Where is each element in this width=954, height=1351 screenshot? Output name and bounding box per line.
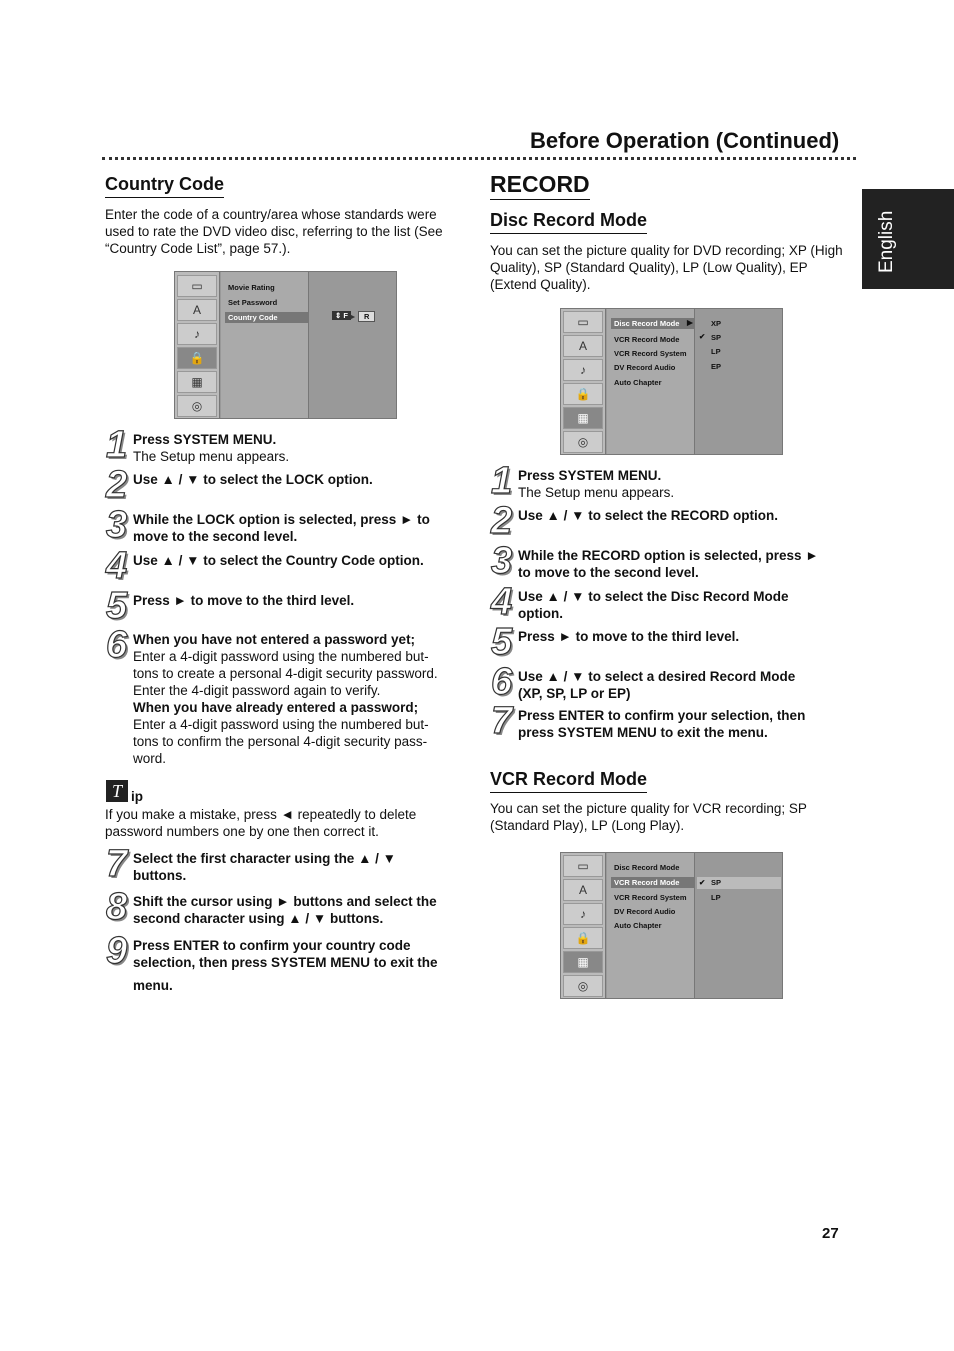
menu-item-country-code: Country Code [225, 312, 309, 323]
right-step-5: 5 Press ► to move to the third level. [491, 621, 740, 663]
left-step-2: 2 Use ▲ / ▼ to select the LOCK option. [106, 464, 373, 506]
lock-icon: 🔒 [563, 927, 603, 949]
option-sp: SP [711, 333, 722, 342]
vcr-record-menu [560, 852, 783, 999]
country-code-first-char: ⇕ F [332, 311, 351, 320]
option-lp: LP [711, 893, 721, 902]
menu-item-disc-record-mode: Disc Record Mode [614, 863, 680, 872]
menu-item-vcr-record-system: VCR Record System [614, 893, 687, 902]
menu-item-auto-chapter: Auto Chapter [614, 378, 662, 387]
tip-icon: T [106, 780, 128, 802]
menu-item-set-password: Set Password [228, 298, 278, 307]
language-side-tab [862, 189, 954, 289]
disc-icon: ◎ [563, 431, 603, 453]
menu-item-auto-chapter: Auto Chapter [614, 921, 662, 930]
menu-second-level [221, 272, 309, 418]
option-sp: SP [711, 878, 722, 887]
left-step-4: 4 Use ▲ / ▼ to select the Country Code option. [106, 545, 424, 587]
right-step-7: 7 Press ENTER to confirm your selection, then press SYSTEM MENU to exit the menu. [491, 700, 806, 742]
disc-record-mode-heading: Disc Record Mode [490, 210, 647, 234]
left-step-5: 5 Press ► to move to the third level. [106, 585, 355, 627]
tip-label: ip [131, 789, 143, 804]
vcr-record-mode-intro: You can set the picture quality for VCR recording; SP (Standard Play), LP (Long Play). [490, 801, 807, 833]
vcr-record-mode-heading: VCR Record Mode [490, 769, 647, 793]
page-number: 27 [822, 1225, 839, 1242]
arrow-right-icon: ▸ [351, 312, 355, 321]
lock-icon: 🔒 [563, 383, 603, 405]
language-icon: A [563, 879, 603, 901]
disc-icon: ◎ [563, 975, 603, 997]
selected-option-highlight [697, 877, 781, 889]
menu-item-vcr-record-mode: VCR Record Mode [611, 877, 695, 888]
tv-icon: ▭ [563, 311, 603, 333]
arrow-right-icon: ▶ [687, 318, 693, 327]
audio-icon: ♪ [177, 323, 217, 345]
left-step-3: 3 While the LOCK option is selected, press ► to move to the second level. [106, 504, 430, 546]
side-tab-label: English [876, 210, 897, 273]
option-xp: XP [711, 319, 722, 328]
right-step-6: 6 Use ▲ / ▼ to select a desired Record Mode (XP, SP, LP or EP) [491, 661, 796, 703]
tv-icon: ▭ [177, 275, 217, 297]
country-code-intro: Enter the code of a country/area whose standards were used to rate the DVD video disc, referring to the list (See “Country Code List”, page 57.). [105, 207, 443, 256]
country-code-second-char: R [358, 311, 375, 322]
menu-item-vcr-record-mode: VCR Record Mode [614, 335, 680, 344]
record-icon: ▦ [563, 951, 603, 973]
menu-item-dv-record-audio: DV Record Audio [614, 363, 676, 372]
left-step-7: 7 Select the first character using the ▲ / ▼ buttons. [106, 843, 397, 885]
menu-icon-column [175, 272, 220, 418]
menu-item-disc-record-mode: Disc Record Mode [611, 318, 695, 329]
disc-record-mode-intro: You can set the picture quality for DVD recording; XP (High Quality), SP (Standard Quality), LP (Low Quality), EP (Extend Quality). [490, 243, 843, 292]
audio-icon: ♪ [563, 359, 603, 381]
check-icon: ✔ [699, 878, 706, 887]
audio-icon: ♪ [563, 903, 603, 925]
left-step-9: 9 Press ENTER to confirm your country code selection, then press SYSTEM MENU to exit the menu. [106, 930, 438, 993]
menu-item-vcr-record-system: VCR Record System [614, 349, 687, 358]
lock-icon: 🔒 [177, 347, 217, 369]
disc-icon: ◎ [177, 395, 217, 417]
right-step-2: 2 Use ▲ / ▼ to select the RECORD option. [491, 500, 779, 542]
option-ep: EP [711, 362, 722, 371]
lock-setup-menu [174, 271, 397, 419]
record-heading: RECORD [490, 171, 590, 200]
check-icon: ✔ [699, 332, 706, 341]
left-step-6: 6 When you have not entered a password yet; Enter a 4-digit password using the numbered but- tons to create a personal 4-digit security password. Enter the 4-digit password again to verify. When you have already entered a password; Enter a 4-digit password using the numbered but- tons to confirm the personal 4-digit security pass- word. [106, 624, 438, 766]
right-step-3: 3 While the RECORD option is selected, press ► to move to the second level. [491, 540, 819, 582]
left-step-8: 8 Shift the cursor using ► buttons and select the second character using ▲ / ▼ buttons. [106, 886, 437, 928]
tip-text: If you make a mistake, press ◄ repeatedly to delete password numbers one by one then correct it. [105, 807, 417, 839]
language-icon: A [563, 335, 603, 357]
menu-item-movie-rating: Movie Rating [228, 283, 275, 292]
disc-record-menu [560, 308, 783, 455]
record-icon: ▦ [177, 371, 217, 393]
country-code-heading: Country Code [105, 174, 224, 198]
right-step-4: 4 Use ▲ / ▼ to select the Disc Record Mode option. [491, 581, 789, 623]
tv-icon: ▭ [563, 855, 603, 877]
language-icon: A [177, 299, 217, 321]
dotted-divider [102, 157, 856, 160]
menu-item-dv-record-audio: DV Record Audio [614, 907, 676, 916]
page-title: Before Operation (Continued) [530, 128, 840, 153]
left-step-1: 1 Press SYSTEM MENU. The Setup menu appears. [106, 424, 290, 466]
record-icon: ▦ [563, 407, 603, 429]
option-lp: LP [711, 347, 721, 356]
right-step-1: 1 Press SYSTEM MENU. The Setup menu appears. [491, 460, 675, 502]
